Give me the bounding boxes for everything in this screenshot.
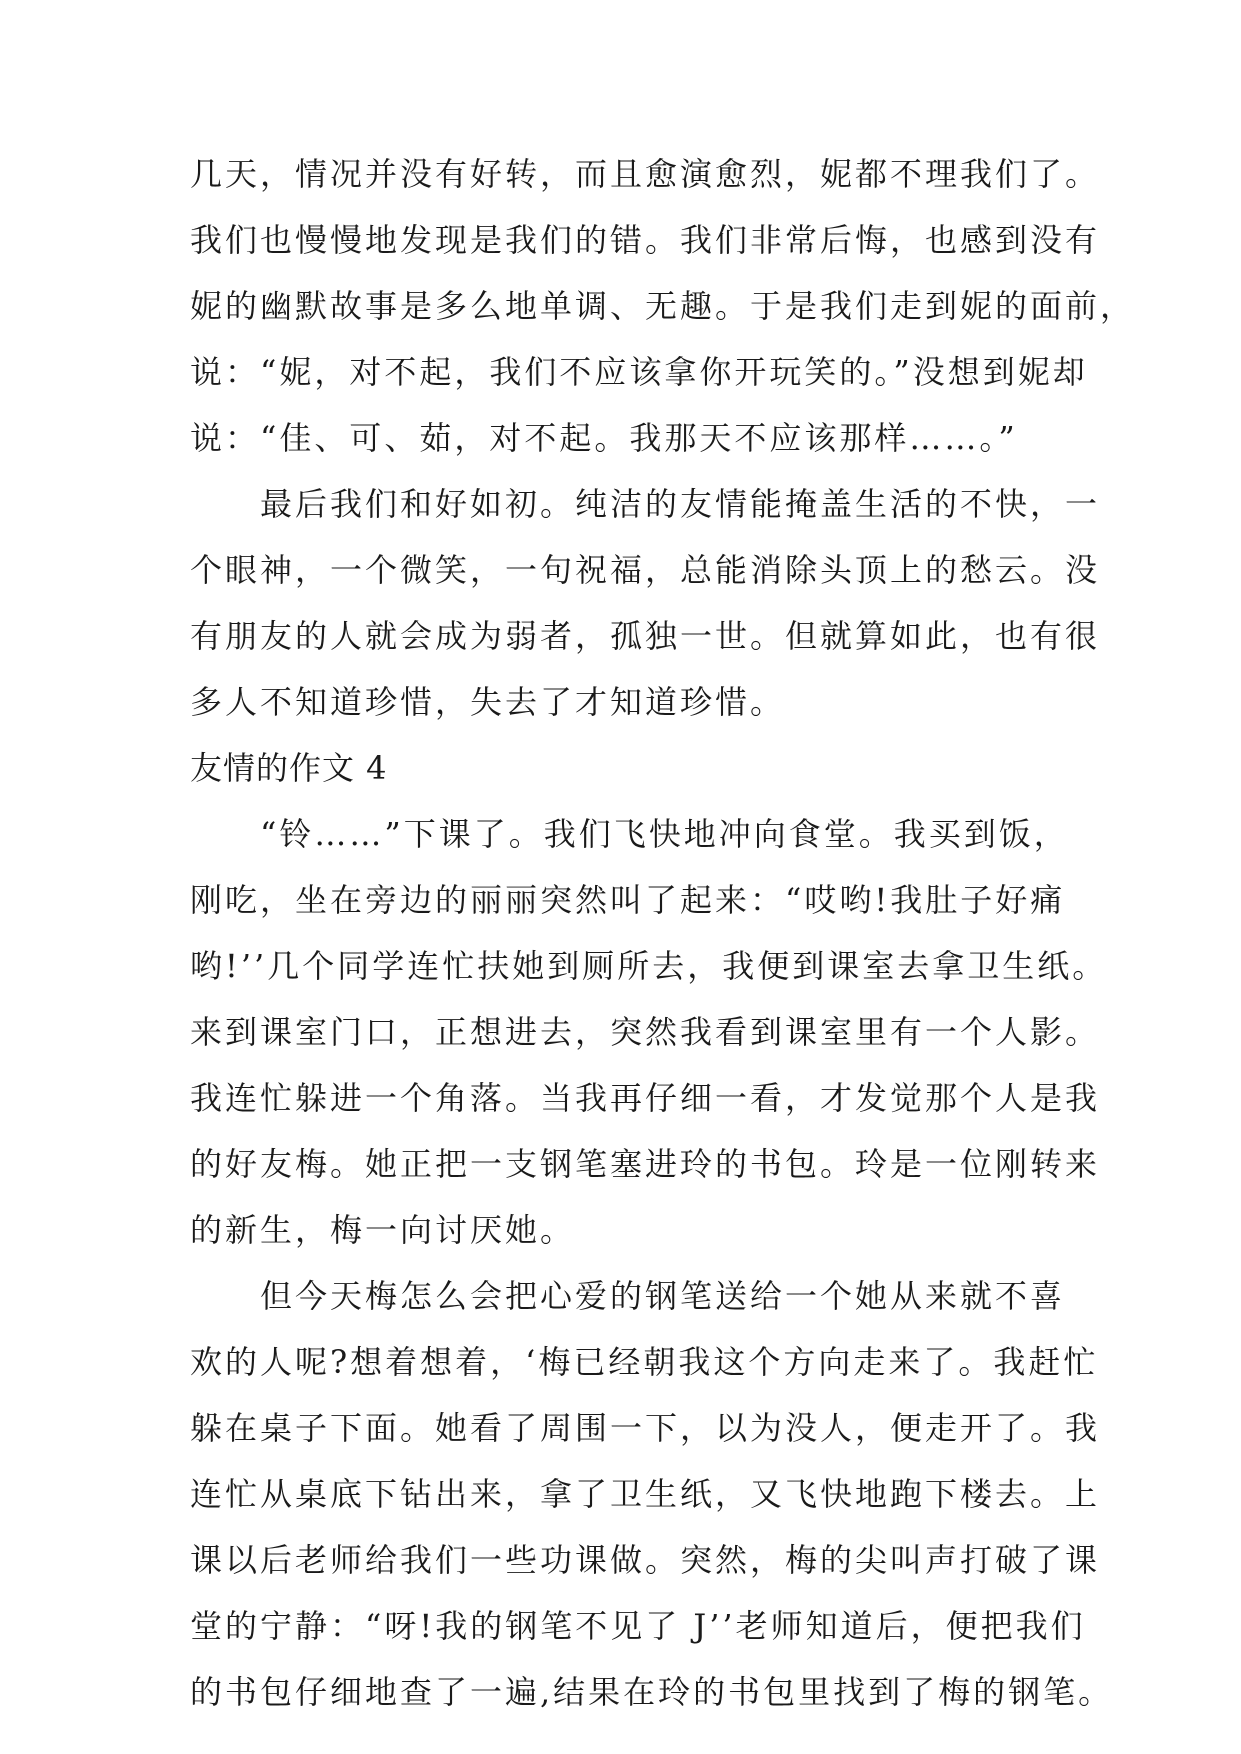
text-line: 连忙从桌底下钻出来，拿了卫生纸，又飞快地跑下楼去。上 [190,1475,1101,1513]
paragraph-start-line: “铃……”下课了。我们飞快地冲向食堂。我买到饭， [190,815,1069,853]
text-line: 几天，情况并没有好转，而且愈演愈烈，妮都不理我们了。 [190,155,1101,193]
text-line: 躲在桌子下面。她看了周围一下，以为没人，便走开了。我 [190,1409,1101,1447]
text-line: 刚吃，坐在旁边的丽丽突然叫了起来：“哎哟!我肚子好痛 [190,881,1066,919]
text-line: 说：“妮，对不起，我们不应该拿你开玩笑的。”没想到妮却 [190,353,1088,391]
text-line: 欢的人呢?想着想着，‘梅已经朝我这个方向走来了。我赶忙 [190,1343,1099,1381]
section-heading: 友情的作文 4 [190,749,388,787]
text-line: 课以后老师给我们一些功课做。突然，梅的尖叫声打破了课 [190,1541,1101,1579]
text-line: 有朋友的人就会成为弱者，孤独一世。但就算如此，也有很 [190,617,1101,655]
text-line: 说：“佳、可、茹，对不起。我那天不应该那样……。” [190,419,1018,457]
text-line: 我们也慢慢地发现是我们的错。我们非常后悔，也感到没有 [190,221,1101,259]
text-line: 个眼神，一个微笑，一句祝福，总能消除头顶上的愁云。没 [190,551,1101,589]
text-line: 的书包仔细地查了一遍,结果在玲的书包里找到了梅的钢笔。 [190,1673,1114,1711]
text-line: 的新生，梅一向讨厌她。 [190,1211,576,1249]
text-line: 哟!’’几个同学连忙扶她到厕所去，我便到课室去拿卫生纸。 [190,947,1108,985]
text-line: 妮的幽默故事是多么地单调、无趣。于是我们走到妮的面前， [190,287,1136,325]
paragraph-start-line: 但今天梅怎么会把心爱的钢笔送给一个她从来就不喜 [190,1277,1066,1315]
text-line: 多人不知道珍惜，失去了才知道珍惜。 [190,683,786,721]
text-line: 我连忙躲进一个角落。当我再仔细一看，才发觉那个人是我 [190,1079,1101,1117]
text-line: 的好友梅。她正把一支钢笔塞进玲的书包。玲是一位刚转来 [190,1145,1101,1183]
paragraph-start-line: 最后我们和好如初。纯洁的友情能掩盖生活的不快，一 [190,485,1101,523]
text-line: 堂的宁静：“呀!我的钢笔不见了 J’’老师知道后，便把我们 [190,1607,1086,1645]
text-line: 来到课室门口，正想进去，突然我看到课室里有一个人影。 [190,1013,1101,1051]
